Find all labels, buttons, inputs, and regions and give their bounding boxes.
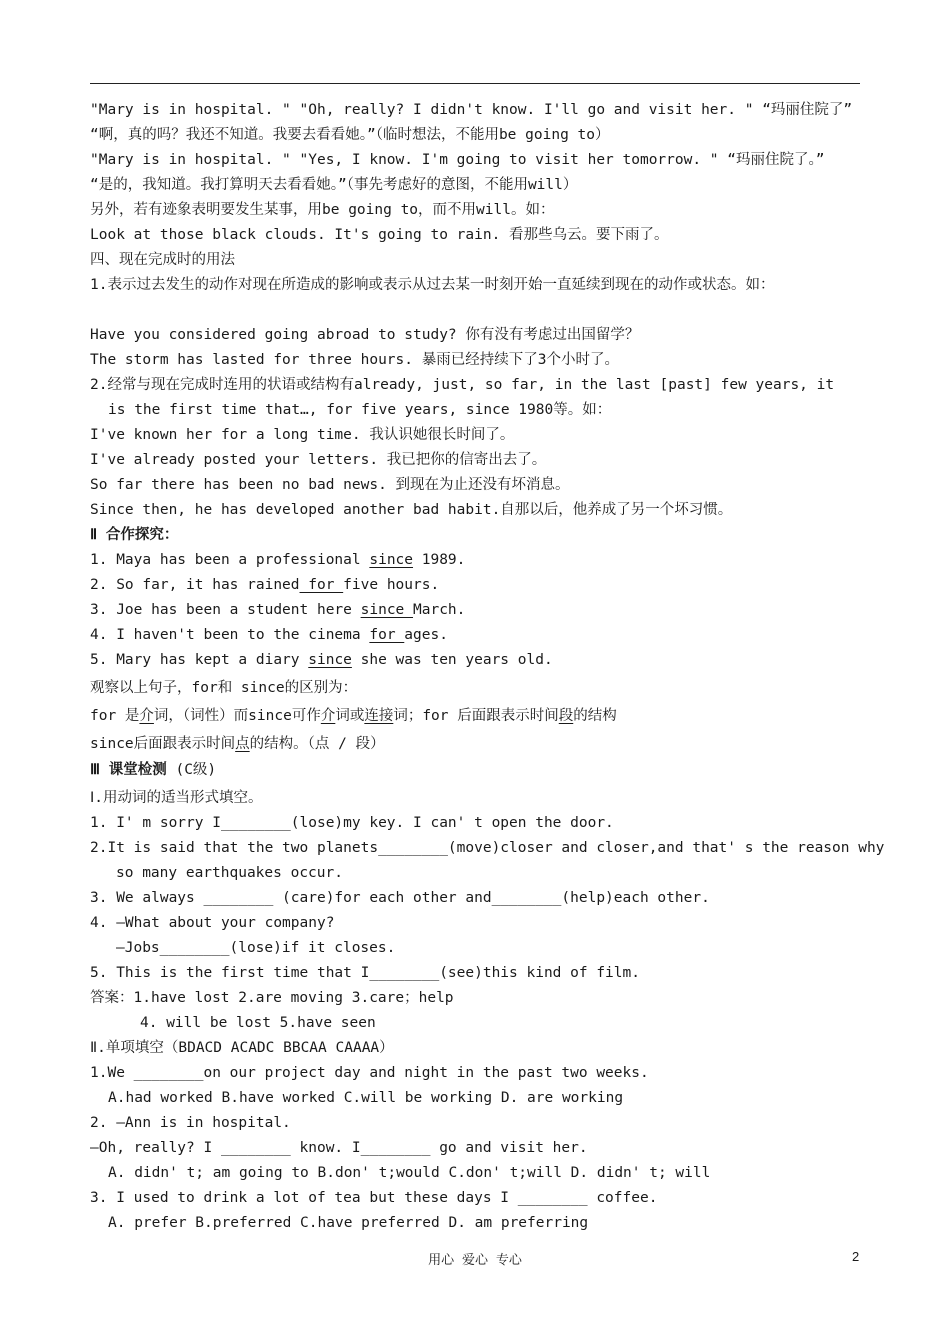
- text-line-14: I've already posted your letters. 我已把你的信寄出去了。: [90, 452, 547, 468]
- text-line-8: 1.表示过去发生的动作对现在所造成的影响或表示从过去某一时刻开始一直延续到现在的动作或状态。如：: [90, 277, 775, 293]
- observe-prompt: 观察以上句子，for和 since的区别为：: [90, 680, 358, 696]
- section-heading-present-perfect: 四、现在完成时的用法: [90, 252, 235, 268]
- exercise-3: 3. We always ________ (care)for each other and________(help)each other.: [90, 890, 710, 906]
- section-3-title: Ⅲ 课堂检测 (C级): [90, 762, 217, 778]
- page-number: 2: [852, 1249, 860, 1264]
- exercise-2: 2.It is said that the two planets________(move)closer and closer,and that' s the reason why: [90, 840, 885, 856]
- mc-question-1: 1.We ________on our project day and night in the past two weeks.: [90, 1065, 649, 1081]
- mc-options-3: A. prefer B.preferred C.have preferred D. am preferring: [108, 1215, 589, 1231]
- exercise-5: 5. This is the first time that I________(see)this kind of film.: [90, 965, 640, 981]
- text-line-10: The storm has lasted for three hours. 暴雨已经持续下了3个小时了。: [90, 352, 619, 368]
- text-line-12: is the first time that…, for five years, since 1980等。如：: [108, 402, 612, 418]
- text-line-6: Look at those black clouds. It's going to rain. 看那些乌云。要下雨了。: [90, 227, 669, 243]
- example-sentence-1: 1. Maya has been a professional since 1989.: [90, 552, 466, 568]
- answer-blank: since: [360, 602, 414, 618]
- exercise-4-cont: —Jobs________(lose)if it closes.: [116, 940, 396, 956]
- mc-options-1: A.had worked B.have worked C.will be working D. are working: [108, 1090, 624, 1106]
- for-since-rule: for 是介词，（词性）而since可作介词或连接词；for 后面跟表示时间段的结构: [90, 708, 617, 724]
- section-2-title: Ⅱ 合作探究：: [90, 527, 179, 543]
- example-sentence-2: 2. So far, it has rained for five hours.: [90, 577, 440, 593]
- answer-blank: for: [369, 627, 405, 643]
- text-line-1: "Mary is in hospital. " "Oh, really? I didn't know. I'll go and visit her. " “玛丽住院了”: [90, 102, 853, 118]
- text-line-13: I've known her for a long time. 我认识她很长时间了。: [90, 427, 515, 443]
- exercise-4: 4. —What about your company?: [90, 915, 335, 931]
- text-line-2: “啊，真的吗？我还不知道。我要去看看她。”（临时想法，不能用be going to）: [90, 127, 610, 143]
- mc-options-2: A. didn' t; am going to B.don' t;would C.don' t;will D. didn' t; will: [108, 1165, 711, 1181]
- example-sentence-3: 3. Joe has been a student here since March.: [90, 602, 466, 618]
- example-sentence-5: 5. Mary has kept a diary since she was ten years old.: [90, 652, 553, 668]
- exercise-1: 1. I' m sorry I________(lose)my key. I can' t open the door.: [90, 815, 614, 831]
- text-line-15: So far there has been no bad news. 到现在为止还没有坏消息。: [90, 477, 570, 493]
- text-line-3: "Mary is in hospital. " "Yes, I know. I'm going to visit her tomorrow. " “玛丽住院了。”: [90, 152, 825, 168]
- text-line-16: Since then, he has developed another bad habit.自那以后，他养成了另一个坏习惯。: [90, 502, 733, 518]
- part-1-title: Ⅰ.用动词的适当形式填空。: [90, 790, 263, 806]
- text-line-9: Have you considered going abroad to study? 你有没有考虑过出国留学？: [90, 327, 640, 343]
- header-rule: [90, 83, 860, 84]
- text-line-11: 2.经常与现在完成时连用的状语或结构有already, just, so far, in the last [past] few years, it: [90, 377, 835, 393]
- mc-question-3: 3. I used to drink a lot of tea but these days I ________ coffee.: [90, 1190, 658, 1206]
- mc-question-2: 2. —Ann is in hospital.: [90, 1115, 291, 1131]
- answer-blank: since: [308, 652, 352, 668]
- answer-blank: since: [369, 552, 414, 568]
- answer-key-2: 4. will be lost 5.have seen: [140, 1015, 376, 1031]
- example-sentence-4: 4. I haven't been to the cinema for ages.: [90, 627, 448, 643]
- text-line-5: 另外，若有迹象表明要发生某事，用be going to，而不用will。如：: [90, 202, 555, 218]
- text-line-4: “是的，我知道。我打算明天去看看她。”（事先考虑好的意图，不能用will）: [90, 177, 578, 193]
- since-rule: since后面跟表示时间点的结构。（点 / 段）: [90, 736, 385, 752]
- exercise-2-cont: so many earthquakes occur.: [116, 865, 343, 881]
- answer-blank: for: [299, 577, 344, 593]
- mc-question-2-cont: —Oh, really? I ________ know. I________ go and visit her.: [90, 1140, 588, 1156]
- answer-key-1: 答案：1.have lost 2.are moving 3.care；help: [90, 990, 454, 1006]
- page-footer: 用心 爱心 专心: [428, 1253, 522, 1268]
- part-2-title: Ⅱ.单项填空（BDACD ACADC BBCAA CAAAA）: [90, 1040, 394, 1056]
